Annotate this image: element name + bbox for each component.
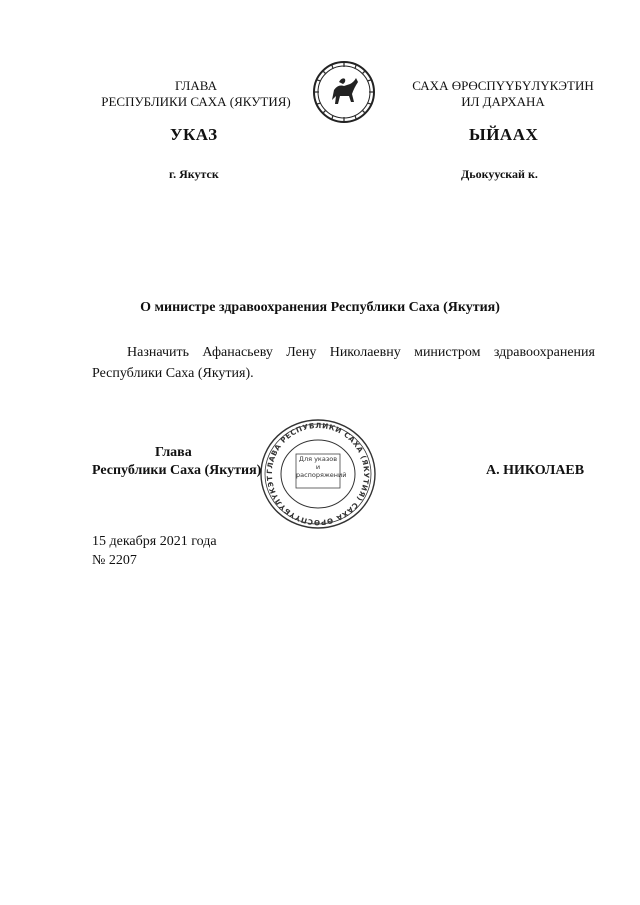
header-left-block [88, 78, 304, 110]
coat-of-arms-icon [312, 60, 376, 124]
official-stamp [258, 418, 378, 530]
doc-type-russian: УКАЗ [170, 125, 218, 144]
city-yakut: Дьокуускай к. [461, 167, 538, 181]
document-title: О министре здравоохранения Республики Саха (Якутия) [140, 300, 500, 315]
signature-name: А. НИКОЛАЕВ [486, 463, 585, 478]
document-date: 15 декабря 2021 года [92, 534, 217, 549]
stamp-ring-text: ГЛАВА РЕСПУБЛИКИ САХА (ЯКУТИЯ) САХА ӨРӨСПҮҮБҮЛҮКЭТ [264, 420, 372, 528]
document-number: № 2207 [92, 553, 137, 568]
doc-type-yakut: ЫЙААХ [469, 125, 539, 144]
header-right-line1: САХА ӨРӨСПҮҮБҮЛҮКЭТИН [412, 78, 594, 93]
stamp-center-text: Для указов и распоряжений [296, 455, 347, 479]
header-right-block [398, 78, 608, 110]
city-russian: г. Якутск [169, 167, 219, 181]
signature-position-line2: Республики Саха (Якутия) [92, 463, 262, 478]
header-left-line1: ГЛАВА [175, 78, 217, 93]
header-left-line2: РЕСПУБЛИКИ САХА (ЯКУТИЯ) [101, 94, 291, 109]
signature-position-line1: Глава [155, 445, 192, 460]
document-body: Назначить Афанасьеву Лену Николаевну министром здравоохранения Республики Саха (Якутия). [92, 345, 595, 381]
header-right-line2: ИЛ ДАРХАНА [461, 94, 545, 109]
